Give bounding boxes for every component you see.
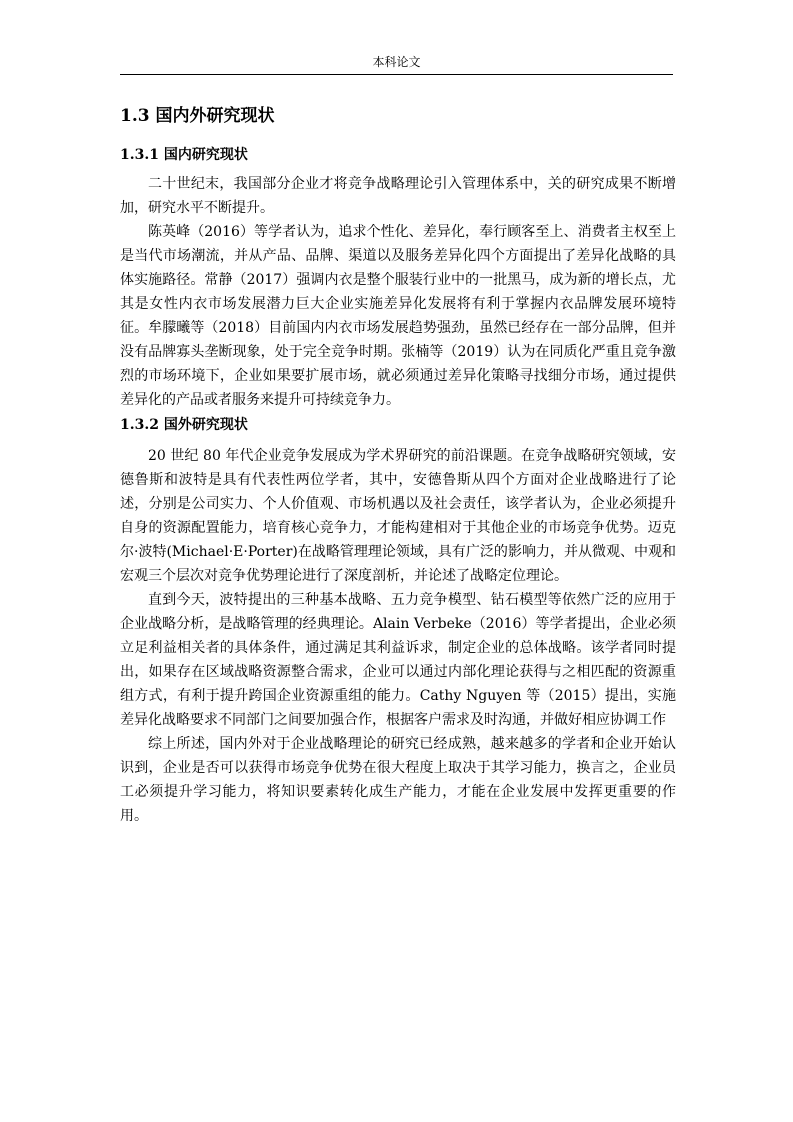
paragraph-summary: 综上所述，国内外对于企业战略理论的研究已经成熟，越来越多的学者和企业开始认识到，企业是否可以获得市场竞争优势在很大程度上取决于其学习能力，换言之，企业员工必须提升学习能力，将知识要素转化成生产能力，才能在企业发展中发挥更重要的作用。 bbox=[120, 736, 676, 824]
subsection-title-foreign: 1.3.2 国外研究现状 bbox=[120, 417, 248, 433]
subsection-title-domestic: 1.3.1 国内研究现状 bbox=[120, 147, 248, 163]
paragraph-domestic-intro: 二十世纪末，我国部分企业才将竞争战略理论引入管理体系中，关的研究成果不断增加，研究水平不断提升。 bbox=[120, 176, 676, 216]
section-title: 1.3 国内外研究现状 bbox=[120, 106, 275, 126]
running-header: 本科论文 bbox=[372, 55, 421, 69]
header-rule bbox=[120, 74, 673, 75]
paragraph-domestic-literature: 陈英峰（2016）等学者认为，追求个性化、差异化，奉行顾客至上、消费者主权至上是当代市场潮流，并从产品、品牌、渠道以及服务差异化四个方面提出了差异化战略的具体实施路径。常静（2017）强调内衣是整个服装行业中的一批黑马，成为新的增长点，尤其是女性内衣市场发展潜力巨大企业实施差异化发展将有利于掌握内衣品牌发展环境特征。牟朦曦等（2018）目前国内内衣市场发展趋势强劲，虽然已经存在一部分品牌，但并没有品牌寡头垄断现象，处于完全竞争时期。张楠等（2019）认为在同质化严重且竞争激烈的市场环境下，企业如果要扩展市场，就必须通过差异化策略寻找细分市场，通过提供差异化的产品或者服务来提升可持续竞争力。 bbox=[120, 224, 676, 408]
paragraph-foreign-intro: 20 世纪 80 年代企业竞争发展成为学术界研究的前沿课题。在竞争战略研究领域，安德鲁斯和波特是具有代表性两位学者，其中，安德鲁斯从四个方面对企业战略进行了论述，分别是公司实力、个人价值观、市场机遇以及社会责任，该学者认为，企业必须提升自身的资源配置能力，培育核心竞争力，才能构建相对于其他企业的市场竞争优势。迈克尔·波特(Michael·E·Porter)在战略管理理论领域，具有广泛的影响力，并从微观、中观和宏观三个层次对竞争优势理论进行了深度剖析，并论述了战略定位理论。 bbox=[120, 448, 676, 584]
paragraph-foreign-porter: 直到今天，波特提出的三种基本战略、五力竞争模型、钻石模型等依然广泛的应用于企业战略分析，是战略管理的经典理论。Alain Verbeke（2016）等学者提出，企业必须立足利益相关者的具体条件，通过满足其利益诉求，制定企业的总体战略。该学者同时提出，如果存在区域战略资源整合需求，企业可以通过内部化理论获得与之相匹配的资源重组方式，有利于提升跨国企业资源重组的能力。Cathy Nguyen 等（2015）提出，实施差异化战略要求不同部门之间要加强合作，根据客户需求及时沟通，并做好相应协调工作 bbox=[120, 592, 676, 728]
page-content bbox=[120, 102, 676, 828]
